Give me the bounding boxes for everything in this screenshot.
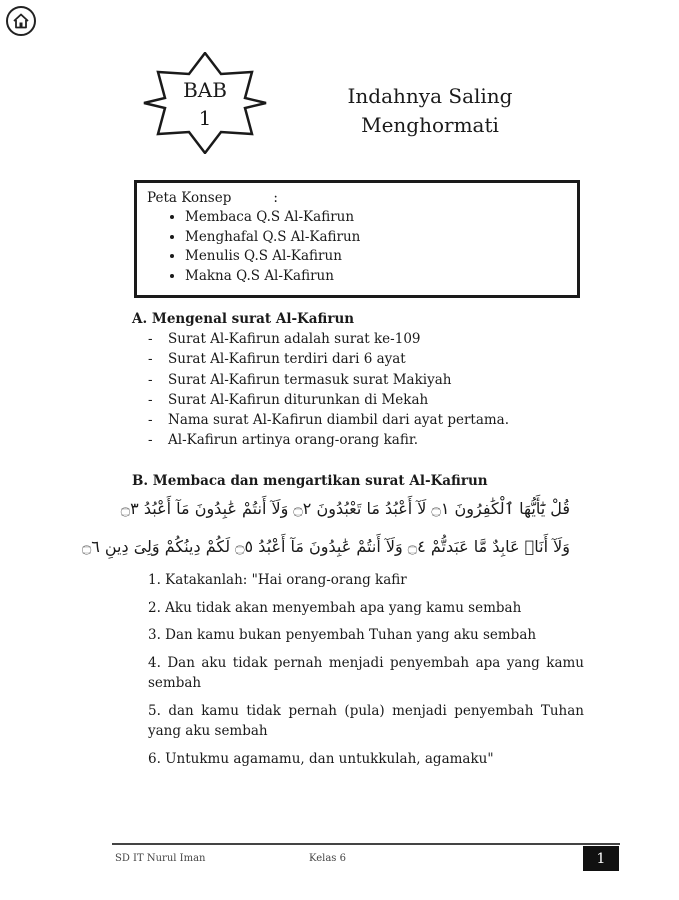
translation-item: 6. Untukmu agamamu, dan untukkulah, agamaku"	[148, 750, 494, 767]
translation-item: 3. Dan kamu bukan penyembah Tuhan yang aku sembah	[148, 627, 537, 643]
bab-label: BAB	[183, 78, 227, 102]
arabic-verse-line2: وَلَآ أَنَا۠ عَابِدٌ مَّا عَبَدتُّمْ ۝٤ وَلَآ أَنتُمْ عَٰبِدُونَ مَآ أَعْبُدُ ۝٥ لَكُمْ دِينُكُمْ وَلِىَ دِينِ ۝٦	[81, 537, 570, 556]
chapter-title	[330, 82, 530, 140]
translation-item: 2. Aku tidak akan menyembah apa yang kamu sembah	[148, 599, 522, 616]
concept-map-header	[147, 189, 567, 208]
list-item: • Membaca Q.S Al-Kafirun	[185, 208, 567, 228]
concept-map-list	[147, 208, 567, 286]
chapter-title-line2: Menghormati	[361, 113, 499, 137]
home-icon	[12, 12, 30, 30]
list-item: • Menghafal Q.S Al-Kafirun	[185, 228, 567, 248]
section-a-title: A. Mengenal surat Al-Kafirun	[132, 311, 355, 327]
translation-item: 1. Katakanlah: "Hai orang-orang kafir	[148, 572, 407, 588]
list-item: - Surat Al-Kafirun adalah surat ke-109	[148, 331, 421, 347]
footer-divider	[112, 843, 620, 845]
list-item: - Surat Al-Kafirun termasuk surat Makiyah	[148, 371, 452, 388]
list-item: - Surat Al-Kafirun diturunkan di Mekah	[148, 391, 429, 408]
arabic-verse-line1: قُلْ يَٰٓأَيُّهَا ٱلْكَٰفِرُونَ ۝١ لَآ أَعْبُدُ مَا تَعْبُدُونَ ۝٢ وَلَآ أَنتُمْ عَٰبِدُونَ مَآ أَعْبُدُ ۝٣	[120, 499, 570, 518]
section-b-title: B. Membaca dan mengartikan surat Al-Kafirun	[132, 473, 488, 489]
list-item: • Menulis Q.S Al-Kafirun	[185, 247, 567, 267]
list-item: - Surat Al-Kafirun terdiri dari 6 ayat	[148, 351, 406, 368]
translation-item: 5. dan kamu tidak pernah (pula) menjadi penyembah Tuhan yang aku sembah	[148, 702, 584, 739]
home-button[interactable]	[6, 6, 36, 36]
footer-school: SD IT Nurul Iman	[115, 853, 206, 864]
translation-item: 4. Dan aku tidak pernah menjadi penyembah apa yang kamu sembah	[148, 654, 584, 691]
list-item: - Al-Kafirun artinya orang-orang kafir.	[148, 432, 419, 449]
concept-map-colon: :	[273, 190, 278, 206]
section-a-list	[148, 329, 509, 451]
chapter-badge	[143, 52, 267, 154]
page-number: 1	[583, 846, 619, 871]
concept-map-label: Peta Konsep	[147, 190, 232, 206]
list-item: - Nama surat Al-Kafirun diambil dari ayat pertama.	[148, 412, 510, 429]
translation-list	[148, 570, 584, 776]
list-item: • Makna Q.S Al-Kafirun	[185, 267, 567, 287]
chapter-title-line1: Indahnya Saling	[347, 84, 513, 108]
bab-number: 1	[198, 106, 212, 130]
star-badge-icon	[143, 52, 267, 154]
footer-kelas: Kelas 6	[309, 853, 346, 864]
concept-map-box	[134, 180, 580, 298]
